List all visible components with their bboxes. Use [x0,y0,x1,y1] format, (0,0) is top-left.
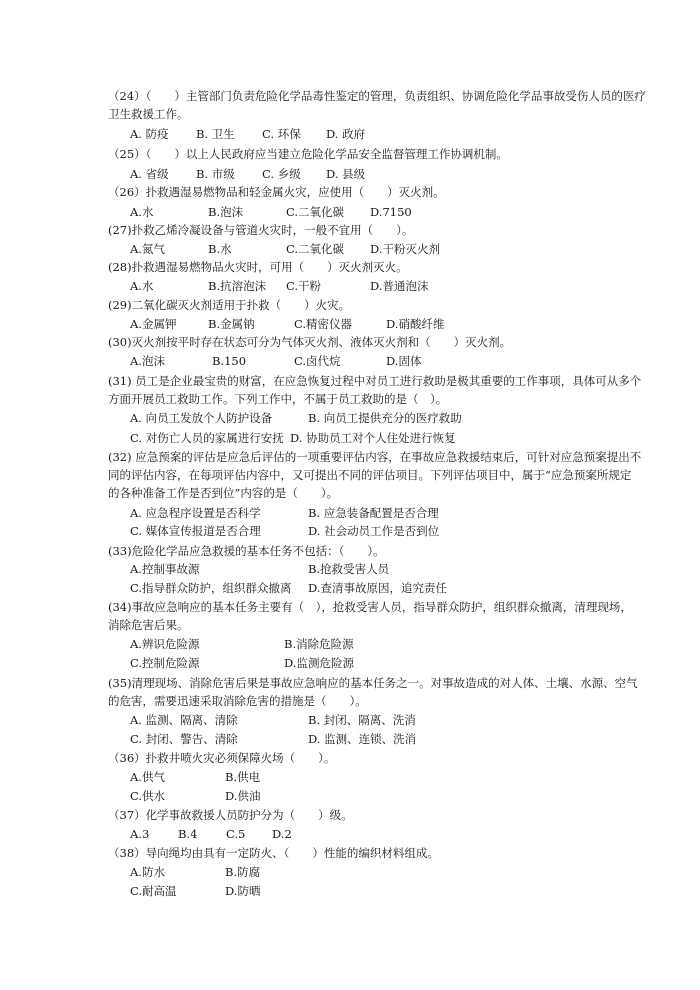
q33-option-b: B.抢救受害人员 [308,562,390,576]
question-24-text-cont: 卫生救援工作。 [108,107,189,121]
q37-option-b: B.4 [178,827,198,841]
question-35-text-cont: 的危害，需要迅速采取消除危害的措施是（ ）。 [108,694,367,708]
q32-option-a: A. 应急程序设置是否科学 [130,506,261,520]
question-36-text: （36）扑救井喷火灾必须保障火场（ ）。 [108,751,336,765]
q25-option-b: B. 市级 [196,167,235,181]
q29-option-c: C.精密仪器 [294,317,353,331]
q36-option-a: A.供气 [130,770,165,784]
q27-option-d: D.干粉灭火剂 [370,242,440,256]
q29-option-a: A.金属钾 [130,317,177,331]
question-29-text: (29)二氧化碳灭火剂适用于扑救（ ）火灾。 [108,298,351,312]
q24-option-c: C. 环保 [262,127,301,141]
q32-option-d: D. 社会动员工作是否到位 [308,524,440,538]
question-35-text: (35)清理现场、消除危害后果是事故应急响应的基本任务之一。对事故造成的对人体、土壤、水源、空气 [108,676,638,690]
question-38-text: （38）导向绳均由具有一定防火、（ ）性能的编织材料组成。 [108,846,439,860]
q24-option-d: D. 政府 [326,127,366,141]
q29-option-b: B.金属钠 [208,317,255,331]
question-32-text-cont1: 同的评估内容，在每项评估内容中，又可提出不同的评估项目。下列评估项目中，属于“应急预案所规定 [108,468,632,482]
question-28-text: (28)扑救遇湿易燃物品火灾时，可用（ ）灭火剂灭火。 [108,260,408,274]
q37-option-a: A.3 [130,827,150,841]
question-33-text: (33)危险化学品应急救援的基本任务不包括：（ ）。 [108,544,385,558]
q36-option-d: D.供油 [225,789,261,803]
q34-option-d: D.监测危险源 [284,656,354,670]
q32-option-c: C. 媒体宣传报道是否合理 [130,524,261,538]
q30-option-d: D.固体 [386,354,422,368]
question-31-text-cont: 方面开展员工救助工作。下列工作中，不属于员工救助的是（ ）。 [108,392,448,406]
q24-option-b: B. 卫生 [196,127,235,141]
q36-option-c: C.供水 [130,789,166,803]
q30-option-a: A.泡沫 [130,354,165,368]
q37-option-c: C.5 [226,827,246,841]
q31-option-c: C. 对伤亡人员的家属进行安抚 [130,431,284,445]
q35-option-d: D. 监测、连锁、洗消 [308,732,417,746]
q34-option-b: B.消除危险源 [284,637,354,651]
q28-option-c: C.干粉 [286,279,322,293]
q35-option-a: A. 监测、隔离、清除 [130,713,238,727]
q24-option-a: A. 防疫 [130,127,169,141]
q36-option-b: B.供电 [225,770,261,784]
q25-option-d: D. 县级 [326,167,366,181]
q29-option-d: D.硝酸纤维 [386,317,445,331]
question-34-text: (34)事故应急响应的基本任务主要有（ ），抢救受害人员，指导群众防护，组织群众撤离，清理现场， [108,600,632,614]
question-30-text: (30)灭火剂按平时存在状态可分为气体灭火剂、液体灭火剂和（ ）灭火剂。 [108,335,512,349]
q27-option-a: A.氮气 [130,242,165,256]
q38-option-d: D.防晒 [225,884,261,898]
q28-option-a: A.水 [130,279,154,293]
q33-option-c: C.指导群众防护，组织群众撤离 [130,581,292,595]
q28-option-d: D.普通泡沫 [370,279,429,293]
question-32-text-cont2: 的各种准备工作是否到位”内容的是（ ）。 [108,486,339,500]
question-34-text-cont: 消除危害后果。 [108,618,189,632]
q38-option-b: B.防腐 [225,865,261,879]
q30-option-b: B.150 [212,354,247,368]
q25-option-a: A. 省级 [130,167,169,181]
q30-option-c: C.卤代烷 [294,354,341,368]
q31-option-a: A. 向员工发放个人防护设备 [130,411,273,425]
q26-option-b: B.泡沫 [208,205,244,219]
q38-option-c: C.耐高温 [130,884,177,898]
question-32-text: (32) 应急预案的评估是应急后评估的一项重要评估内容，在事故应急救援结束后，可针对应急预案提出不 [108,450,642,464]
q37-option-d: D.2 [272,827,292,841]
q35-option-b: B. 封闭、隔离、洗消 [308,713,416,727]
q34-option-a: A.辨识危险源 [130,637,200,651]
q31-option-d: D. 协助员工对个人住处进行恢复 [290,431,456,445]
q38-option-a: A.防水 [130,865,165,879]
q28-option-b: B.抗溶泡沫 [208,279,267,293]
q32-option-b: B. 应急装备配置是否合理 [308,506,439,520]
q26-option-a: A.水 [130,205,154,219]
question-25-text: （25）（ ）以上人民政府应当建立危险化学品安全监督管理工作协调机制。 [108,147,508,161]
question-26-text: （26）扑救遇湿易燃物品和轻金属火灾，应使用（ ）灭火剂。 [108,185,445,199]
question-37-text: （37）化学事故救援人员防护分为（ ）级。 [108,808,353,822]
question-24-text: （24）（ ）主管部门负责危险化学品毒性鉴定的管理，负责组织、协调危险化学品事故受伤人员的医疗 [108,89,646,103]
question-31-text: (31) 员工是企业最宝贵的财富，在应急恢复过程中对员工进行救助是极其重要的工作事项，具体可从多个 [108,374,642,388]
q27-option-b: B.水 [208,242,232,256]
q26-option-c: C.二氧化碳 [286,205,345,219]
q34-option-c: C.控制危险源 [130,656,200,670]
q35-option-c: C. 封闭、警告、清除 [130,732,238,746]
q25-option-c: C. 乡级 [262,167,301,181]
q33-option-d: D.查清事故原因，追究责任 [308,581,447,595]
q27-option-c: C.二氧化碳 [286,242,345,256]
question-27-text: (27)扑救乙烯冷凝设备与管道火灾时，一般不宜用（ ）。 [108,223,414,237]
q26-option-d: D.7150 [370,205,412,219]
q31-option-b: B. 向员工提供充分的医疗救助 [308,411,462,425]
q33-option-a: A.控制事故源 [130,562,200,576]
